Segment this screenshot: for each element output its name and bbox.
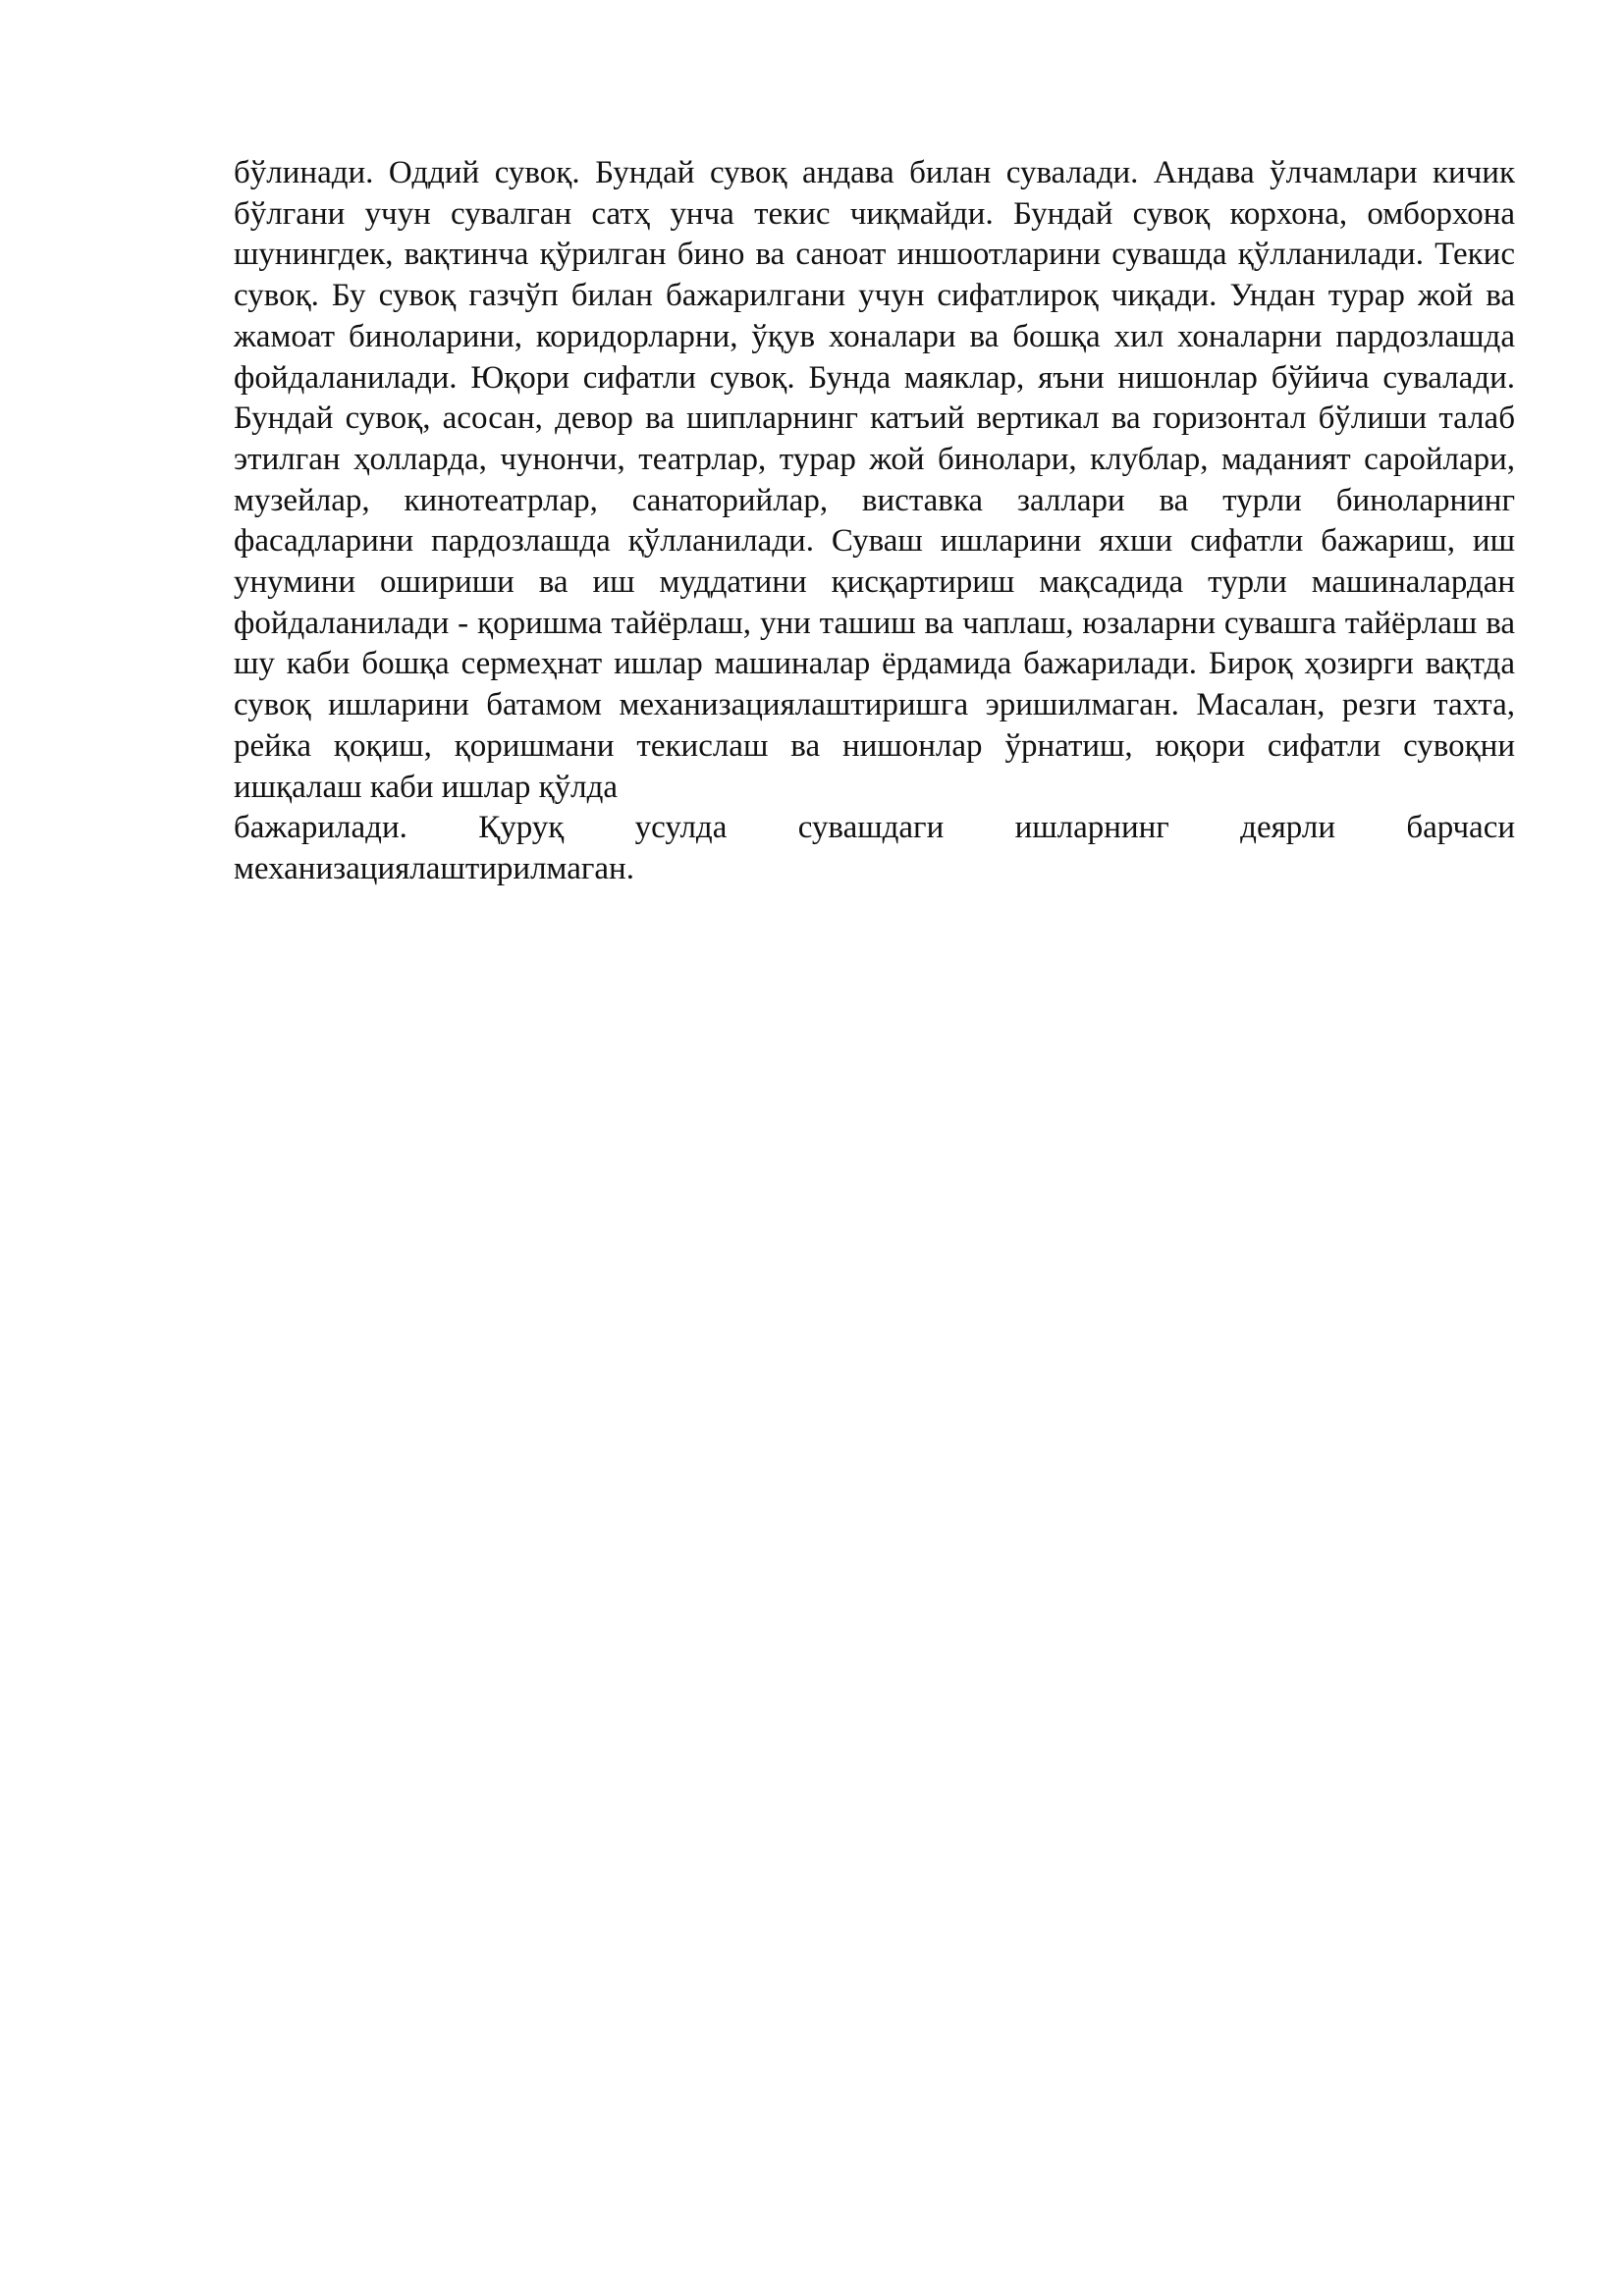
body-text bbox=[234, 153, 1515, 890]
paragraph-main: бўлинади. Оддий сувоқ. Бундай сувоқ андава билан сувалади. Андава ўлчамлари кичик бўлгани учун сувалган сатҳ унча текис чиқмайди. Бундай сувоқ корхона, омборхона шунингдек, вақтинча қўрилган бино ва саноат иншоотларини сувашда қўлланилади. Текис сувоқ. Бу сувоқ газчўп билан бажарилгани учун сифатлироқ чиқади. Ундан турар жой ва жамоат биноларини, коридорларни, ўқув хоналари ва бошқа хил хоналарни пардозлашда фойдаланилади. Юқори сифатли сувоқ. Бунда маяклар, яъни нишонлар бўйича сувалади. Бундай сувоқ, асосан, девор ва шипларнинг катъий вертикал ва горизонтал бўлиши талаб этилган ҳолларда, чунончи, театрлар, турар жой бинолари, клублар, маданият саройлари, музейлар, кинотеатрлар, санаторийлар, виставка заллари ва турли биноларнинг фасадларини пардозлашда қўлланилади. Суваш ишларини яхши сифатли бажариш, иш унумини ошириши ва иш муддатини қисқартириш мақсадида турли машиналардан фойдаланилади - қоришма тайёрлаш, уни ташиш ва чаплаш, юзаларни сувашга тайёрлаш ва шу каби бошқа сермеҳнат ишлар машиналар ёрдамида бажарилади. Бироқ ҳозирги вақтда сувоқ ишларини батамом механизациялаштиришга эришилмаган. Масалан, резги тахта, рейка қоқиш, қоришмани текислаш ва нишонлар ўрнатиш, юқори сифатли сувоқни ишқалаш каби ишлар қўлда bbox=[234, 155, 1515, 805]
paragraph-split-line: бажарилади. Қуруқ усулда сувашдаги ишларнинг деярли барчаси bbox=[234, 810, 1515, 846]
paragraph-end-line: механизациялаштирилмаган. bbox=[234, 850, 634, 886]
